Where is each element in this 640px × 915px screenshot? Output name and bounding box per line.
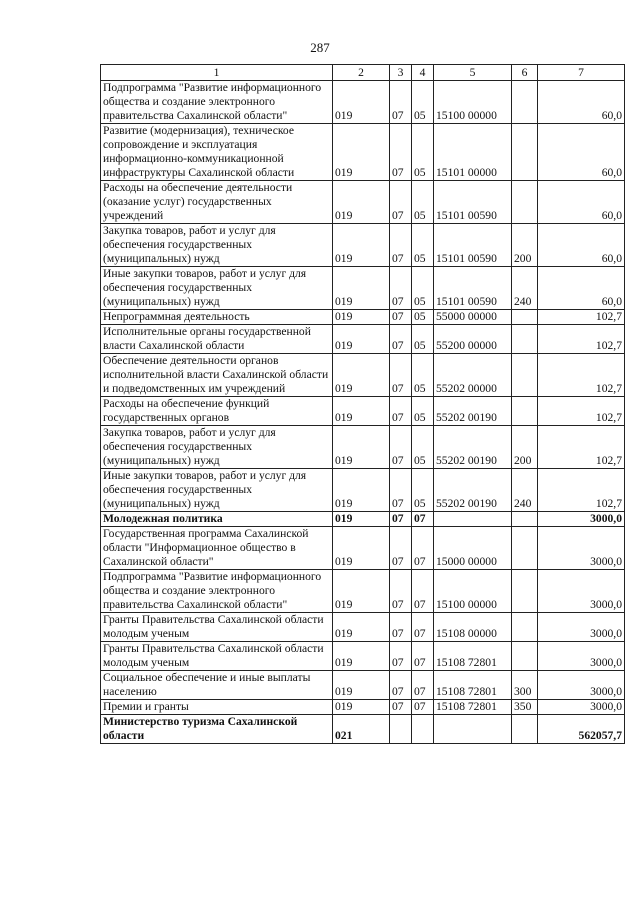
table-row: [101, 570, 625, 613]
cell-pr: 05: [412, 426, 434, 469]
cell-rz: 07: [390, 325, 412, 354]
cell-pr: 07: [412, 671, 434, 700]
cell-grbs: 019: [333, 527, 390, 570]
cell-csr: 15100 00000: [434, 81, 512, 124]
table-row: [101, 671, 625, 700]
table-row: [101, 124, 625, 181]
cell-sum: 60,0: [538, 267, 625, 310]
cell-csr: 55202 00190: [434, 426, 512, 469]
cell-csr: 15108 72801: [434, 671, 512, 700]
cell-vr: 350: [512, 700, 538, 715]
cell-vr: [512, 124, 538, 181]
cell-rz: 07: [390, 426, 412, 469]
cell-csr: [434, 715, 512, 744]
cell-name: Обеспечение деятельности органов исполнительной власти Сахалинской области и подведомственных им учреждений: [101, 354, 333, 397]
cell-vr: 240: [512, 469, 538, 512]
cell-name: Расходы на обеспечение деятельности (оказание услуг) государственных учреждений: [101, 181, 333, 224]
col-header-csr: 5: [434, 65, 512, 81]
cell-pr: 05: [412, 267, 434, 310]
cell-csr: 55202 00190: [434, 469, 512, 512]
budget-table: [100, 64, 625, 744]
cell-name: Исполнительные органы государственной власти Сахалинской области: [101, 325, 333, 354]
cell-vr: 240: [512, 267, 538, 310]
cell-grbs: 019: [333, 124, 390, 181]
col-header-pr: 4: [412, 65, 434, 81]
cell-name: Подпрограмма "Развитие информационного общества и создание электронного правительства Сахалинской области": [101, 570, 333, 613]
cell-pr: 05: [412, 325, 434, 354]
cell-name: Министерство туризма Сахалинской области: [101, 715, 333, 744]
cell-sum: 3000,0: [538, 512, 625, 527]
cell-grbs: 019: [333, 700, 390, 715]
cell-sum: 102,7: [538, 310, 625, 325]
cell-grbs: 021: [333, 715, 390, 744]
col-header-grbs: 2: [333, 65, 390, 81]
cell-rz: 07: [390, 81, 412, 124]
header-row: [101, 65, 625, 81]
cell-name: Социальное обеспечение и иные выплаты населению: [101, 671, 333, 700]
cell-vr: [512, 715, 538, 744]
cell-grbs: 019: [333, 354, 390, 397]
table-body: [101, 81, 625, 744]
col-header-vr: 6: [512, 65, 538, 81]
cell-rz: [390, 715, 412, 744]
cell-sum: 102,7: [538, 397, 625, 426]
cell-name: Иные закупки товаров, работ и услуг для обеспечения государственных (муниципальных) нужд: [101, 469, 333, 512]
cell-csr: 15108 00000: [434, 613, 512, 642]
table-row: [101, 267, 625, 310]
cell-sum: 3000,0: [538, 671, 625, 700]
cell-rz: 07: [390, 671, 412, 700]
cell-rz: 07: [390, 613, 412, 642]
cell-sum: 3000,0: [538, 570, 625, 613]
table-row: [101, 642, 625, 671]
table-row: [101, 354, 625, 397]
page-number: 287: [310, 40, 330, 55]
cell-pr: 05: [412, 310, 434, 325]
col-header-rz: 3: [390, 65, 412, 81]
cell-pr: 05: [412, 397, 434, 426]
table-row: [101, 613, 625, 642]
cell-pr: 05: [412, 181, 434, 224]
cell-sum: 102,7: [538, 325, 625, 354]
cell-name: Развитие (модернизация), техническое сопровождение и эксплуатация информационно-коммуникационной инфраструктуры Сахалинской области: [101, 124, 333, 181]
cell-rz: 07: [390, 181, 412, 224]
table-row: [101, 181, 625, 224]
cell-grbs: 019: [333, 181, 390, 224]
table-row: [101, 81, 625, 124]
cell-vr: [512, 642, 538, 671]
cell-csr: 55202 00000: [434, 354, 512, 397]
cell-name: Гранты Правительства Сахалинской области молодым ученым: [101, 642, 333, 671]
cell-grbs: 019: [333, 671, 390, 700]
cell-csr: 15101 00590: [434, 267, 512, 310]
cell-sum: 562057,7: [538, 715, 625, 744]
table-row: [101, 527, 625, 570]
cell-sum: 3000,0: [538, 642, 625, 671]
cell-pr: 07: [412, 512, 434, 527]
cell-sum: 60,0: [538, 181, 625, 224]
table-row: [101, 325, 625, 354]
cell-grbs: 019: [333, 81, 390, 124]
cell-rz: 07: [390, 224, 412, 267]
cell-rz: 07: [390, 354, 412, 397]
table-row: [101, 700, 625, 715]
cell-pr: 05: [412, 354, 434, 397]
cell-pr: 05: [412, 124, 434, 181]
cell-rz: 07: [390, 527, 412, 570]
col-header-sum: 7: [538, 65, 625, 81]
cell-sum: 102,7: [538, 354, 625, 397]
cell-pr: 05: [412, 81, 434, 124]
cell-csr: 15100 00000: [434, 570, 512, 613]
cell-name: Гранты Правительства Сахалинской области молодым ученым: [101, 613, 333, 642]
cell-sum: 3000,0: [538, 613, 625, 642]
cell-grbs: 019: [333, 325, 390, 354]
cell-name: Закупка товаров, работ и услуг для обеспечения государственных (муниципальных) нужд: [101, 426, 333, 469]
cell-pr: 07: [412, 527, 434, 570]
cell-rz: 07: [390, 267, 412, 310]
cell-sum: 3000,0: [538, 527, 625, 570]
cell-rz: 07: [390, 397, 412, 426]
cell-name: Расходы на обеспечение функций государственных органов: [101, 397, 333, 426]
table-row: [101, 224, 625, 267]
cell-vr: 200: [512, 426, 538, 469]
cell-vr: 300: [512, 671, 538, 700]
cell-csr: 55000 00000: [434, 310, 512, 325]
cell-vr: [512, 310, 538, 325]
cell-name: Иные закупки товаров, работ и услуг для обеспечения государственных (муниципальных) нужд: [101, 267, 333, 310]
cell-vr: [512, 527, 538, 570]
cell-sum: 102,7: [538, 426, 625, 469]
cell-rz: 07: [390, 310, 412, 325]
cell-pr: 07: [412, 642, 434, 671]
cell-grbs: 019: [333, 570, 390, 613]
table-row: [101, 512, 625, 527]
table-row: [101, 426, 625, 469]
cell-vr: 200: [512, 224, 538, 267]
cell-csr: [434, 512, 512, 527]
cell-name: Премии и гранты: [101, 700, 333, 715]
cell-csr: 55202 00190: [434, 397, 512, 426]
cell-vr: [512, 512, 538, 527]
cell-grbs: 019: [333, 267, 390, 310]
cell-name: Молодежная политика: [101, 512, 333, 527]
table-row: [101, 310, 625, 325]
cell-pr: [412, 715, 434, 744]
cell-vr: [512, 397, 538, 426]
cell-pr: 07: [412, 613, 434, 642]
cell-vr: [512, 570, 538, 613]
cell-rz: 07: [390, 512, 412, 527]
cell-rz: 07: [390, 469, 412, 512]
table-row: [101, 715, 625, 744]
cell-rz: 07: [390, 570, 412, 613]
cell-grbs: 019: [333, 426, 390, 469]
cell-csr: 15000 00000: [434, 527, 512, 570]
cell-grbs: 019: [333, 642, 390, 671]
cell-name: Закупка товаров, работ и услуг для обеспечения государственных (муниципальных) нужд: [101, 224, 333, 267]
cell-rz: 07: [390, 700, 412, 715]
cell-pr: 05: [412, 224, 434, 267]
cell-name: Государственная программа Сахалинской области "Информационное общество в Сахалинской области": [101, 527, 333, 570]
cell-vr: [512, 181, 538, 224]
cell-sum: 102,7: [538, 469, 625, 512]
cell-name: Подпрограмма "Развитие информационного общества и создание электронного правительства Сахалинской области": [101, 81, 333, 124]
cell-grbs: 019: [333, 613, 390, 642]
cell-csr: 15108 72801: [434, 642, 512, 671]
cell-pr: 07: [412, 570, 434, 613]
cell-grbs: 019: [333, 310, 390, 325]
table-row: [101, 469, 625, 512]
cell-vr: [512, 354, 538, 397]
cell-csr: 15108 72801: [434, 700, 512, 715]
cell-pr: 05: [412, 469, 434, 512]
cell-vr: [512, 613, 538, 642]
cell-grbs: 019: [333, 469, 390, 512]
cell-pr: 07: [412, 700, 434, 715]
cell-csr: 55200 00000: [434, 325, 512, 354]
cell-grbs: 019: [333, 224, 390, 267]
cell-sum: 60,0: [538, 81, 625, 124]
cell-sum: 60,0: [538, 124, 625, 181]
col-header-name: 1: [101, 65, 333, 81]
cell-name: Непрограммная деятельность: [101, 310, 333, 325]
cell-rz: 07: [390, 642, 412, 671]
cell-csr: 15101 00000: [434, 124, 512, 181]
cell-sum: 3000,0: [538, 700, 625, 715]
cell-vr: [512, 325, 538, 354]
table-row: [101, 397, 625, 426]
cell-rz: 07: [390, 124, 412, 181]
cell-sum: 60,0: [538, 224, 625, 267]
cell-grbs: 019: [333, 397, 390, 426]
cell-vr: [512, 81, 538, 124]
cell-grbs: 019: [333, 512, 390, 527]
cell-csr: 15101 00590: [434, 181, 512, 224]
cell-csr: 15101 00590: [434, 224, 512, 267]
